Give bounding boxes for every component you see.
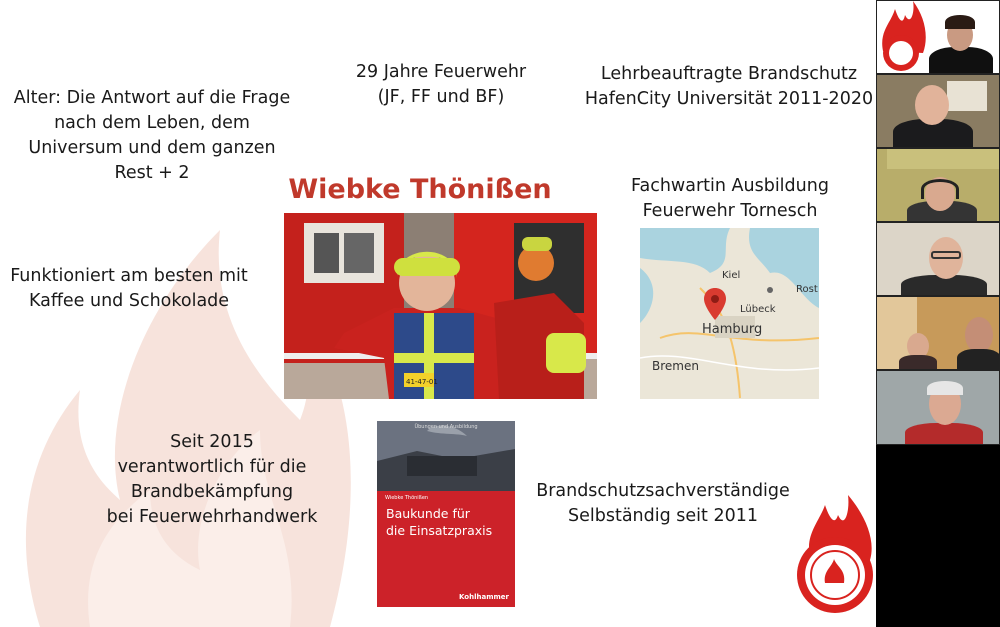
lecturer-text: Lehrbeauftragte Brandschutz HafenCity Universität 2011-2020 [584, 64, 874, 109]
book-author: Wiebke Thönißen [385, 495, 429, 501]
vest-number-label: 41-47-01 [406, 378, 438, 386]
participant-body [957, 349, 1000, 370]
book-cover-photo [377, 421, 515, 491]
headset [921, 179, 959, 199]
expert-text: Brandschutzsachverständige Selbständig seit 2011 [536, 481, 790, 526]
map-label-rost: Rost [796, 284, 818, 295]
map-image [640, 228, 819, 399]
participant-tile-1[interactable] [876, 0, 1000, 74]
participant-body [899, 355, 937, 370]
years-text: 29 Jahre Feuerwehr (JF, FF und BF) [355, 62, 527, 107]
map-label-kiel: Kiel [722, 270, 741, 281]
glasses [931, 251, 961, 259]
participant-body [905, 423, 983, 445]
map-label-bremen: Bremen [652, 359, 699, 373]
since-text: Seit 2015 verantwortlich für die Brandbekämpfung bei Feuerwehrhandwerk [106, 432, 318, 527]
participant-tile-4[interactable] [876, 222, 1000, 296]
coffee-text: Funktioniert am besten mit Kaffee und Schokolade [10, 266, 248, 311]
firefighter-photo [284, 213, 597, 399]
participant-body [929, 47, 993, 74]
book-cover [377, 421, 515, 607]
participant-tile-3[interactable] [876, 148, 1000, 222]
book-publisher: Kohlhammer [459, 593, 509, 601]
participant-head [915, 85, 949, 125]
map-pin-icon [704, 288, 726, 320]
participant-hair [945, 15, 975, 29]
background-window [947, 81, 987, 111]
map-label-luebeck: Lübeck [740, 304, 776, 315]
participant-video-strip [876, 0, 1000, 445]
book-series: Übungen und Ausbildung [414, 424, 478, 430]
participant-tile-5[interactable] [876, 296, 1000, 370]
flame-logo-icon [877, 1, 927, 74]
training-text: Fachwartin Ausbildung Feuerwehr Tornesch [631, 176, 829, 221]
map-label-hamburg: Hamburg [702, 322, 763, 337]
book-title: Baukunde für die Einsatzpraxis [386, 506, 493, 538]
background-shelf [887, 149, 1000, 169]
flame-logo-icon [790, 495, 876, 615]
speaker-name-title: Wiebke Thönißen [288, 174, 552, 205]
age-text: Alter: Die Antwort auf die Frage nach dem Leben, dem Universum und dem ganzen Rest + 2 [13, 88, 291, 183]
participant-tile-2[interactable] [876, 74, 1000, 148]
participant-hair [927, 381, 963, 395]
participant-head [965, 317, 993, 353]
participant-tile-6[interactable] [876, 370, 1000, 445]
